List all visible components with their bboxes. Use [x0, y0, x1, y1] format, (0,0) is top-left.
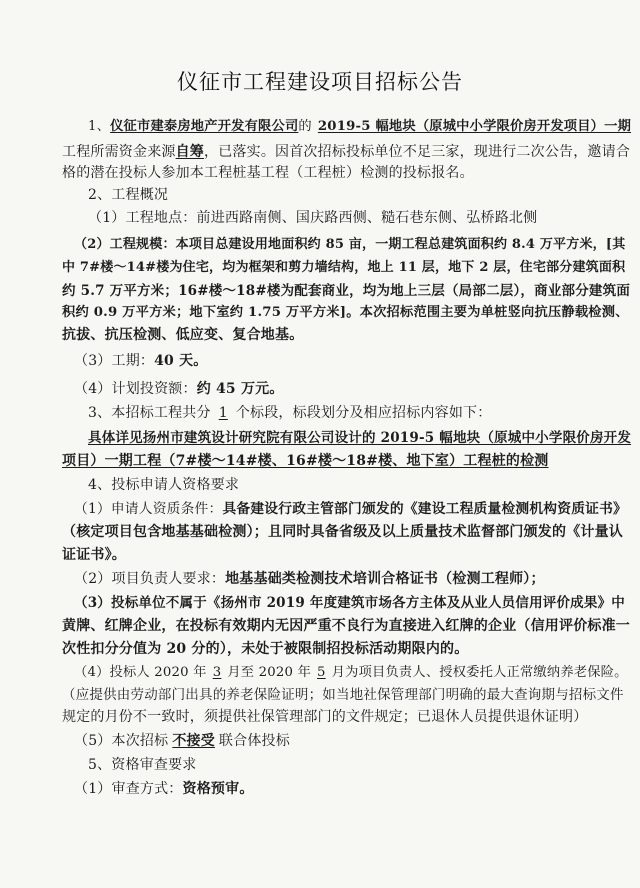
funding-source: 自筹: [175, 144, 205, 160]
section-3-line-1: [88, 404, 491, 422]
funding-label: 工程所需资金来源: [62, 144, 176, 160]
qualification-5-tail: 联合体投标: [218, 733, 290, 749]
owner-suffix: 的: [298, 119, 312, 134]
qualification-4-mid: 月至 2020 年: [227, 665, 312, 680]
section-4-heading: 4、投标申请人资格要求: [88, 477, 240, 493]
investment-value: 约 45 万元。: [196, 381, 284, 397]
qualification-4-intro: （4）投标人 2020 年: [74, 665, 207, 680]
joint-bid-status: 不接受: [172, 733, 215, 749]
project-name: 2019-5 幅地块（原城中小学限价房开发项目）一期: [317, 119, 632, 134]
review-method-label: （1）审查方式：: [74, 781, 183, 797]
qualification-4-line-3: 规定的月份不一致时，须提供社保管理部门的文件规定；已退休人员提供退休证明）: [62, 709, 588, 725]
qualification-4-tail: 月为项目负责人、授权委托人正常缴纳养老保险。: [331, 665, 628, 680]
section-5-heading: 5、资格审查要求: [88, 757, 197, 773]
qualification-3-line-3: 次性扣分分值为 20 分的），未处于被限制招投标活动期限内的。: [62, 641, 469, 657]
funding-tail: ，已落实。因首次招标投标单位不足三家，现进行二次公告，邀请合: [204, 144, 631, 160]
section-3-tail: 个标段，标段划分及相应招标内容如下：: [235, 405, 492, 421]
planned-investment: [74, 380, 284, 398]
period-label: （3）工期：: [74, 353, 155, 369]
section-1-line-3: 格的潜在投标人参加本工程桩基工程（工程桩）检测的投标报名。: [62, 165, 474, 181]
construction-period: [74, 352, 207, 370]
qualification-1-line-2: （核定项目包含地基基础检测）；且同时具备省级及以上质量技术监督部门颁发的《计量认: [62, 524, 623, 540]
project-scale-line-3: 约 5.7 万平方米；16#楼～18#楼为配套商业，均为地上三层（局部二层），商业部分建筑面: [62, 283, 631, 299]
review-method-value: 资格预审。: [182, 781, 254, 797]
qualification-5: [74, 732, 290, 750]
owner-name: 仪征市建泰房地产开发有限公司: [110, 119, 299, 134]
section-1-line-2: [62, 143, 630, 161]
section-1-line-1: [88, 118, 631, 136]
section-1-number: 1、: [88, 119, 111, 134]
page-title: 仪征市工程建设项目招标公告: [177, 70, 463, 94]
qualification-3-line-1: （3）投标单位不属于《扬州市 2019 年度建筑市场各方主体及从业人员信用评价成果》中: [74, 595, 625, 611]
period-value: 40 天。: [154, 353, 208, 369]
section-2-heading: 2、工程概况: [88, 187, 169, 203]
qualification-2: [74, 570, 545, 588]
project-scale-line-2: 中 7#楼～14#楼为住宅，均为框架和剪力墙结构，地上 11 层，地下 2 层，住宅部分建筑面积: [62, 260, 626, 275]
end-month: 5: [317, 665, 326, 680]
qualification-1-line-3: 证证书》。: [62, 547, 126, 563]
qualification-4-line-1: [74, 664, 628, 682]
lot-count: 1: [218, 405, 228, 421]
qualification-3-line-2: 黄牌、红牌企业，在投标有效期内无因严重不良行为直接进入红牌的企业（信用评价标准一: [62, 618, 630, 634]
project-scale-line-5: 抗拔、抗压检测、低应变、复合地基。: [62, 327, 304, 343]
investment-label: （4）计划投资额：: [74, 381, 197, 397]
qualification-5-intro: （5）本次招标: [74, 733, 169, 749]
qualification-4-line-2: （应提供由劳动部门出具的养老保险证明；如当地社保管理部门明确的最大查询期与招标文件: [62, 687, 624, 703]
qualification-1-label: （1）申请人资质条件：: [74, 501, 223, 517]
section-3-intro: 3、本招标工程共分: [88, 405, 211, 421]
review-method: [74, 780, 254, 798]
qualification-1-line-1: [74, 500, 627, 518]
scope-detail-line-2: 项目）一期工程（7#楼～14#楼、16#楼～18#楼、地下室）工程桩的检测: [62, 453, 549, 469]
start-month: 3: [212, 665, 222, 680]
project-scale-line-1: （2）工程规模：本项目总建设用地面积约 85 亩，一期工程总建筑面积约 8.4 万平方米，[其: [74, 237, 626, 252]
qualification-2-label: （2）项目负责人要求：: [74, 571, 226, 587]
qualification-2-text: 地基基础类检测技术培训合格证书（检测工程师）；: [225, 571, 545, 587]
qualification-1-text: 具备建设行政主管部门颁发的《建设工程质量检测机构资质证书》: [222, 501, 628, 517]
project-location: （1）工程地点：前进西路南侧、国庆路西侧、糙石巷东侧、弘桥路北侧: [88, 210, 538, 226]
scope-detail-line-1: 具体详见扬州市建筑设计研究院有限公司设计的 2019-5 幅地块（原城中小学限价房开发: [88, 430, 632, 446]
project-scale-line-4: 积约 0.9 万平方米；地下室约 1.75 万平方米]。本次招标范围主要为单桩竖向抗压静载检测、: [62, 305, 629, 320]
